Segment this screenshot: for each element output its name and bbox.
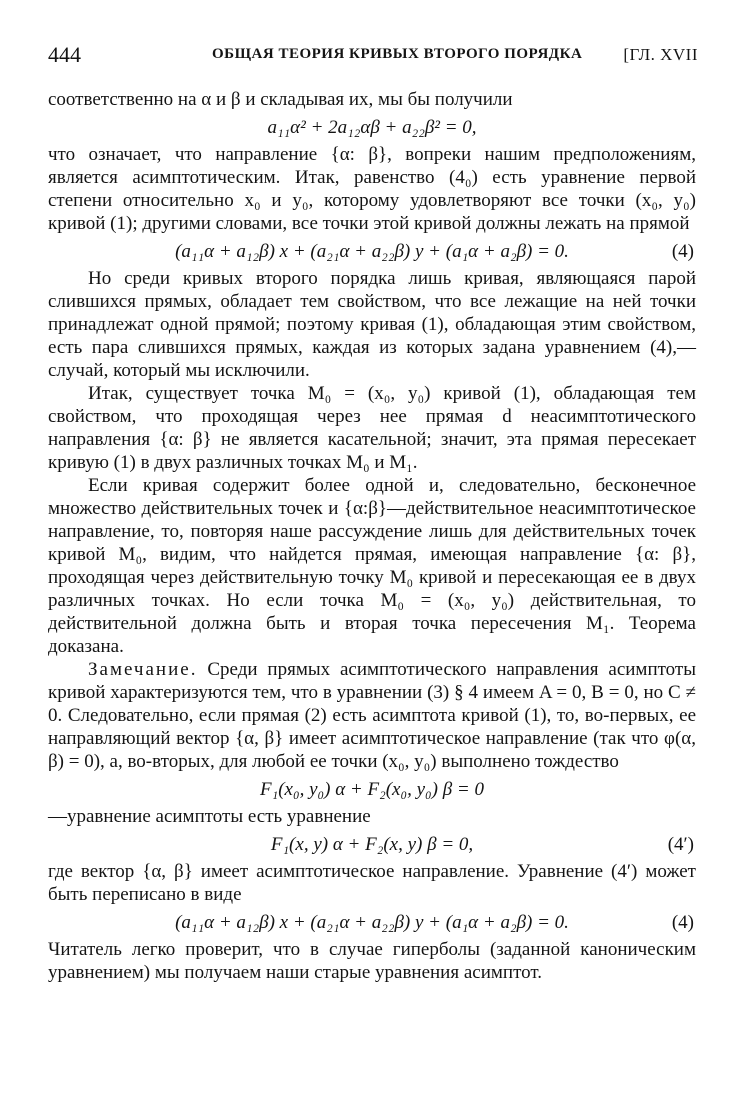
- equation-text: (a₁₁α + a₁₂β) x + (a₂₁α + a₂₂β) y + (a₁α + a₂β) = 0.: [175, 912, 569, 933]
- equation-text: F₁(x, y) α + F₂(x, y) β = 0,: [270, 834, 474, 855]
- paragraph: соответственно на α и β и складывая их, мы бы получили: [48, 89, 513, 110]
- equation-number: (4′): [667, 834, 694, 855]
- chapter-label: [ГЛ. XVII: [623, 45, 698, 64]
- equation-number: (4): [671, 241, 694, 262]
- equation-text: a₁₁α² + 2a₁₂αβ + a₂₂β² = 0,: [267, 117, 477, 138]
- equation-text: (a₁₁α + a₁₂β) x + (a₂₁α + a₂₂β) y + (a₁α + a₂β) = 0.: [175, 241, 569, 262]
- page-header: [48, 42, 698, 70]
- paragraph: Если кривая содержит более одной и, следовательно, бесконечное множество действительных точек и {α:β}—действительное неасимптотическое направление, то, повторяя наше рассуждение лишь для действительных точек кривой M₀, видим, что найдется прямая, имеющая направление {α: β}, проходящая через действительную точку M₀ кривой и пересекающая ее в двух различных точках. Но если точка M₀ = (x₀, y₀) действительная, то действительной должна быть и вторая точка пересечения M₁. Теорема доказана.: [48, 475, 696, 657]
- equation: [48, 116, 696, 139]
- paragraph: Но среди кривых второго порядка лишь кривая, являющаяся парой слившихся прямых, обладает тем свойством, что все лежащие на ней точки принадлежат одной прямой; поэтому кривая (1), обладающая этим свойством, есть пара слившихся прямых, каждая из которых задана уравнением (4),— случай, который мы исключили.: [48, 268, 696, 381]
- equation: [48, 911, 696, 934]
- page-number: 444: [48, 42, 81, 67]
- equation: [48, 240, 696, 263]
- paragraph: Читатель легко проверит, что в случае гиперболы (заданной каноническим уравнением) мы получаем наши старые уравнения асимптот.: [48, 939, 696, 983]
- equation: [48, 778, 696, 801]
- remark-paragraph: [48, 658, 696, 773]
- page-body: [48, 88, 696, 984]
- equation-number: (4): [671, 912, 694, 933]
- paragraph: что означает, что направление {α: β}, вопреки нашим предположениям, является асимптотическим. Итак, равенство (4₀) есть уравнение первой степени относительно x₀ и y₀, которому удовлетворяют все точки (x₀, y₀) кривой (1); другими словами, все точки этой кривой должны лежать на прямой: [48, 144, 696, 234]
- paragraph: Итак, существует точка M₀ = (x₀, y₀) кривой (1), обладающая тем свойством, что проходящая через нее прямая d неасимптотического направления {α: β} не является касательной; значит, эта прямая пересекает кривую (1) в двух различных точках M₀ и M₁.: [48, 383, 696, 473]
- equation: [48, 833, 696, 856]
- remark-text: Среди прямых асимптотического направления асимптоты кривой характеризуются тем, что в уравнении (3) § 4 имеем A = 0, B = 0, но C ≠ 0. Следовательно, если прямая (2) есть асимптота кривой (1), то, во-первых, ее направляющий вектор {α, β} имеет асимптотическое направление (так что φ(α, β) = 0), а, во-вторых, для любой ее точки (x₀, y₀) выполнено тождество: [48, 659, 696, 772]
- paragraph: где вектор {α, β} имеет асимптотическое направление. Уравнение (4′) может быть переписано в виде: [48, 861, 696, 905]
- paragraph: —уравнение асимптоты есть уравнение: [48, 806, 371, 827]
- equation-text: F₁(x₀, y₀) α + F₂(x₀, y₀) β = 0: [260, 779, 484, 800]
- running-title: ОБЩАЯ ТЕОРИЯ КРИВЫХ ВТОРОГО ПОРЯДКА: [212, 46, 583, 62]
- remark-label: Замечание.: [88, 659, 198, 680]
